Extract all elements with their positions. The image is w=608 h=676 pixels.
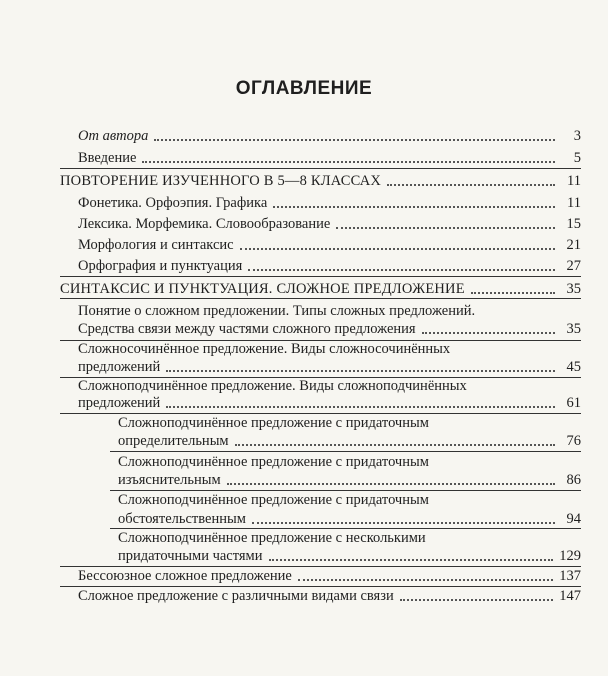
toc-entry-label: Сложное предложение с различными видами связи xyxy=(78,588,394,604)
toc-entry-label-line1: Сложноподчинённое предложение с придаточным xyxy=(118,492,429,508)
toc-page-number: 27 xyxy=(566,258,581,274)
toc-entry-label: СИНТАКСИС И ПУНКТУАЦИЯ. СЛОЖНОЕ ПРЕДЛОЖЕНИЕ xyxy=(60,281,465,297)
toc-entry-label: Введение xyxy=(78,150,137,166)
leader-dots xyxy=(269,559,554,561)
toc-page-number: 15 xyxy=(566,216,581,232)
toc-entry-introduction[interactable] xyxy=(78,149,581,167)
toc-entry-label-line2: предложений xyxy=(78,359,161,375)
leader-dots xyxy=(227,483,555,485)
toc-entry-label: От автора xyxy=(78,128,149,144)
toc-entry-label-line2: придаточными частями xyxy=(118,548,263,564)
leader-dots xyxy=(273,206,555,208)
toc-page-number: 11 xyxy=(567,173,581,189)
toc-entry-compound-sentence-line2[interactable] xyxy=(78,358,581,376)
leader-dots xyxy=(240,248,555,250)
leader-dots xyxy=(252,522,555,524)
section-rule xyxy=(60,298,581,299)
toc-page-number: 5 xyxy=(573,150,581,166)
toc-entry-label-line1: Сложноподчинённое предложение с несколькими xyxy=(118,530,426,546)
toc-section-syntax[interactable] xyxy=(60,280,581,298)
toc-entry-complex-subordinate[interactable] xyxy=(78,377,581,395)
leader-dots xyxy=(336,227,555,229)
toc-entry-compound-sentence[interactable] xyxy=(78,340,581,358)
toc-entry-label-line2: определительным xyxy=(118,433,229,449)
leader-dots xyxy=(235,444,555,446)
leader-dots xyxy=(166,370,555,372)
leader-dots xyxy=(422,332,555,334)
toc-entry-morphology[interactable] xyxy=(78,236,581,254)
toc-page-number: 129 xyxy=(559,548,581,564)
toc-page-number: 21 xyxy=(566,237,581,253)
toc-entry-label: Морфология и синтаксис xyxy=(78,237,234,253)
toc-section-review[interactable] xyxy=(60,172,581,190)
toc-entry-phonetics[interactable] xyxy=(78,194,581,212)
toc-page-number: 137 xyxy=(559,568,581,584)
toc-entry-label: Орфография и пунктуация xyxy=(78,258,243,274)
toc-entry-complex-sentence-concept-line2[interactable] xyxy=(78,320,581,338)
toc-entry-label-line1: Сложноподчинённое предложение с придаточным xyxy=(118,415,429,431)
leader-dots xyxy=(298,579,553,581)
toc-entry-complex-subordinate-line2[interactable] xyxy=(78,394,581,412)
toc-entry-label: Бессоюзное сложное предложение xyxy=(78,568,292,584)
toc-entry-label-line1: Сложносочинённое предложение. Виды сложносочинённых xyxy=(78,341,451,357)
toc-page-number: 86 xyxy=(566,472,581,488)
toc-entry-lexicon[interactable] xyxy=(78,215,581,233)
toc-page-number: 76 xyxy=(566,433,581,449)
toc-entry-several-clauses-line2[interactable] xyxy=(118,547,581,565)
toc-entry-attributive-line2[interactable] xyxy=(118,432,581,450)
toc-entry-label: Фонетика. Орфоэпия. Графика xyxy=(78,195,268,211)
leader-dots xyxy=(400,599,554,601)
leader-dots xyxy=(471,292,555,294)
leader-dots xyxy=(154,139,555,141)
toc-page-number: 3 xyxy=(573,128,581,144)
toc-entry-adverbial[interactable] xyxy=(118,491,581,509)
toc-page-number: 35 xyxy=(566,321,581,337)
toc-entry-label-line1: Сложноподчинённое предложение. Виды сложноподчинённых xyxy=(78,378,467,394)
toc-entry-label: ПОВТОРЕНИЕ ИЗУЧЕННОГО В 5—8 КЛАССАХ xyxy=(60,173,382,189)
toc-page-number: 45 xyxy=(566,359,581,375)
toc-entry-label-line2: Средства связи между частями сложного предложения xyxy=(78,321,416,337)
toc-entry-from-author[interactable] xyxy=(78,127,581,145)
toc-page-number: 61 xyxy=(566,395,581,411)
toc-entry-adverbial-line2[interactable] xyxy=(118,510,581,528)
toc-entry-attributive[interactable] xyxy=(118,414,581,432)
toc-entry-label-line1: Сложноподчинённое предложение с придаточным xyxy=(118,454,429,470)
toc-entry-label-line1: Понятие о сложном предложении. Типы сложных предложений. xyxy=(78,303,476,319)
toc-entry-complex-sentence-concept[interactable] xyxy=(78,302,581,320)
section-rule xyxy=(60,168,581,169)
toc-entry-label-line2: изъяснительным xyxy=(118,472,221,488)
toc-entry-orthography[interactable] xyxy=(78,257,581,275)
toc-entry-label-line2: предложений xyxy=(78,395,161,411)
page-title: ОГЛАВЛЕНИЕ xyxy=(235,78,373,99)
leader-dots xyxy=(166,406,555,408)
toc-page-number: 35 xyxy=(566,281,581,297)
toc-entry-mixed-connection[interactable] xyxy=(78,587,581,605)
toc-entry-asyndetic[interactable] xyxy=(78,567,581,585)
section-rule xyxy=(110,451,581,452)
toc-entry-several-clauses[interactable] xyxy=(118,529,581,547)
toc-page-number: 147 xyxy=(559,588,581,604)
toc-entry-label: Лексика. Морфемика. Словообразование xyxy=(78,216,331,232)
section-rule xyxy=(60,276,581,277)
toc-entry-explanatory[interactable] xyxy=(118,453,581,471)
toc-entry-explanatory-line2[interactable] xyxy=(118,471,581,489)
toc-page-number: 94 xyxy=(566,511,581,527)
leader-dots xyxy=(387,184,555,186)
leader-dots xyxy=(142,161,555,163)
leader-dots xyxy=(248,269,555,271)
toc-page-number: 11 xyxy=(567,195,581,211)
toc-entry-label-line2: обстоятельственным xyxy=(118,511,246,527)
